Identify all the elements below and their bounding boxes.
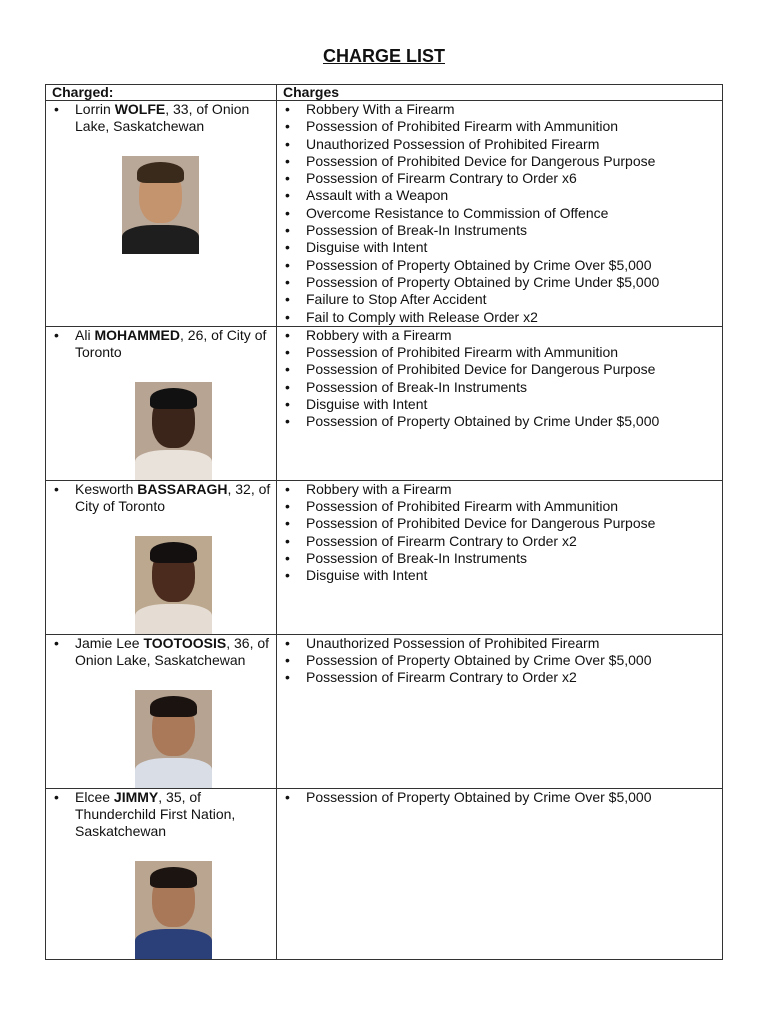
charge-item: • Possession of Property Obtained by Crime Under $5,000 [277,274,722,291]
charge-item: • Unauthorized Possession of Prohibited Firearm [277,635,722,652]
charge-item: • Possession of Property Obtained by Crime Over $5,000 [277,652,722,669]
charge-item: • Possession of Prohibited Firearm with Ammunition [277,498,722,515]
header-charges: Charges [277,85,723,101]
table-row [46,326,723,480]
charges-list [277,789,722,806]
charge-item: • Possession of Break-In Instruments [277,379,722,396]
person-last-name: MOHAMMED [94,326,180,343]
charge-item: • Possession of Prohibited Device for Dangerous Purpose [277,153,722,170]
charge-item: • Possession of Firearm Contrary to Order x6 [277,170,722,187]
table-row [46,788,723,959]
charge-item: • Disguise with Intent [277,239,722,256]
mugshot-photo [135,382,212,480]
table-body [46,101,723,960]
person-first-name: Elcee [75,788,111,805]
charge-item: • Possession of Property Obtained by Crime Over $5,000 [277,257,722,274]
person-last-name: WOLFE [114,101,166,117]
charge-item: • Robbery with a Firearm [277,327,722,344]
charge-item: • Overcome Resistance to Commission of Offence [277,205,722,222]
person-details: , 26, of City of Toronto [75,326,267,360]
person-entry [46,635,276,669]
charges-list [277,481,722,585]
charge-item: • Disguise with Intent [277,567,722,584]
header-charged: Charged: [46,85,277,101]
charge-item: • Unauthorized Possession of Prohibited Firearm [277,136,722,153]
charge-item: • Robbery With a Firearm [277,101,722,118]
charges-cell [277,326,723,480]
person-entry [46,327,276,361]
charges-list [277,635,722,687]
charged-cell [46,788,277,959]
charge-item: • Possession of Prohibited Device for Dangerous Purpose [277,361,722,378]
charges-list [277,327,722,431]
table-header-row [46,85,723,101]
charge-item: • Failure to Stop After Accident [277,291,722,308]
charged-cell [46,326,277,480]
mugshot-photo [135,861,212,959]
table-row [46,634,723,788]
charged-cell [46,634,277,788]
person-last-name: BASSARAGH [137,480,228,497]
person-details: , 33, of Onion Lake, Saskatchewan [75,101,250,134]
person-details: , 32, of City of Toronto [75,480,271,514]
charge-item: • Fail to Comply with Release Order x2 [277,309,722,326]
person-entry [46,789,276,840]
mugshot-photo [135,536,212,634]
charged-cell [46,480,277,634]
person-last-name: TOOTOOSIS [143,634,227,651]
charged-cell [46,101,277,327]
charge-item: • Possession of Firearm Contrary to Order x2 [277,669,722,686]
charge-table [45,84,723,960]
person-details: , 35, of Thunderchild First Nation, Saskatchewan [75,788,236,839]
charge-item: • Possession of Break-In Instruments [277,550,722,567]
table-row [46,101,723,327]
person-first-name: Ali [75,326,91,343]
charge-item: • Possession of Property Obtained by Crime Over $5,000 [277,789,722,806]
page-title: CHARGE LIST [322,46,445,66]
charge-item: • Possession of Property Obtained by Crime Under $5,000 [277,413,722,430]
mugshot-photo [135,690,212,788]
person-first-name: Kesworth [75,480,134,497]
person-first-name: Jamie Lee [75,634,140,651]
charge-item: • Assault with a Weapon [277,187,722,204]
charges-list [277,101,722,326]
charge-item: • Robbery with a Firearm [277,481,722,498]
person-first-name: Lorrin [75,101,111,117]
mugshot-photo [122,156,199,254]
charge-item: • Disguise with Intent [277,396,722,413]
charges-cell [277,480,723,634]
table-row [46,480,723,634]
person-details: , 36, of Onion Lake, Saskatchewan [75,634,270,668]
charge-item: • Possession of Break-In Instruments [277,222,722,239]
charges-cell [277,634,723,788]
person-entry [46,101,276,135]
charge-item: • Possession of Firearm Contrary to Order x2 [277,533,722,550]
charges-cell [277,788,723,959]
person-last-name: JIMMY [113,788,159,805]
charges-cell [277,101,723,327]
charge-item: • Possession of Prohibited Firearm with Ammunition [277,118,722,135]
person-entry [46,481,276,515]
charge-item: • Possession of Prohibited Device for Dangerous Purpose [277,515,722,532]
charge-item: • Possession of Prohibited Firearm with Ammunition [277,344,722,361]
